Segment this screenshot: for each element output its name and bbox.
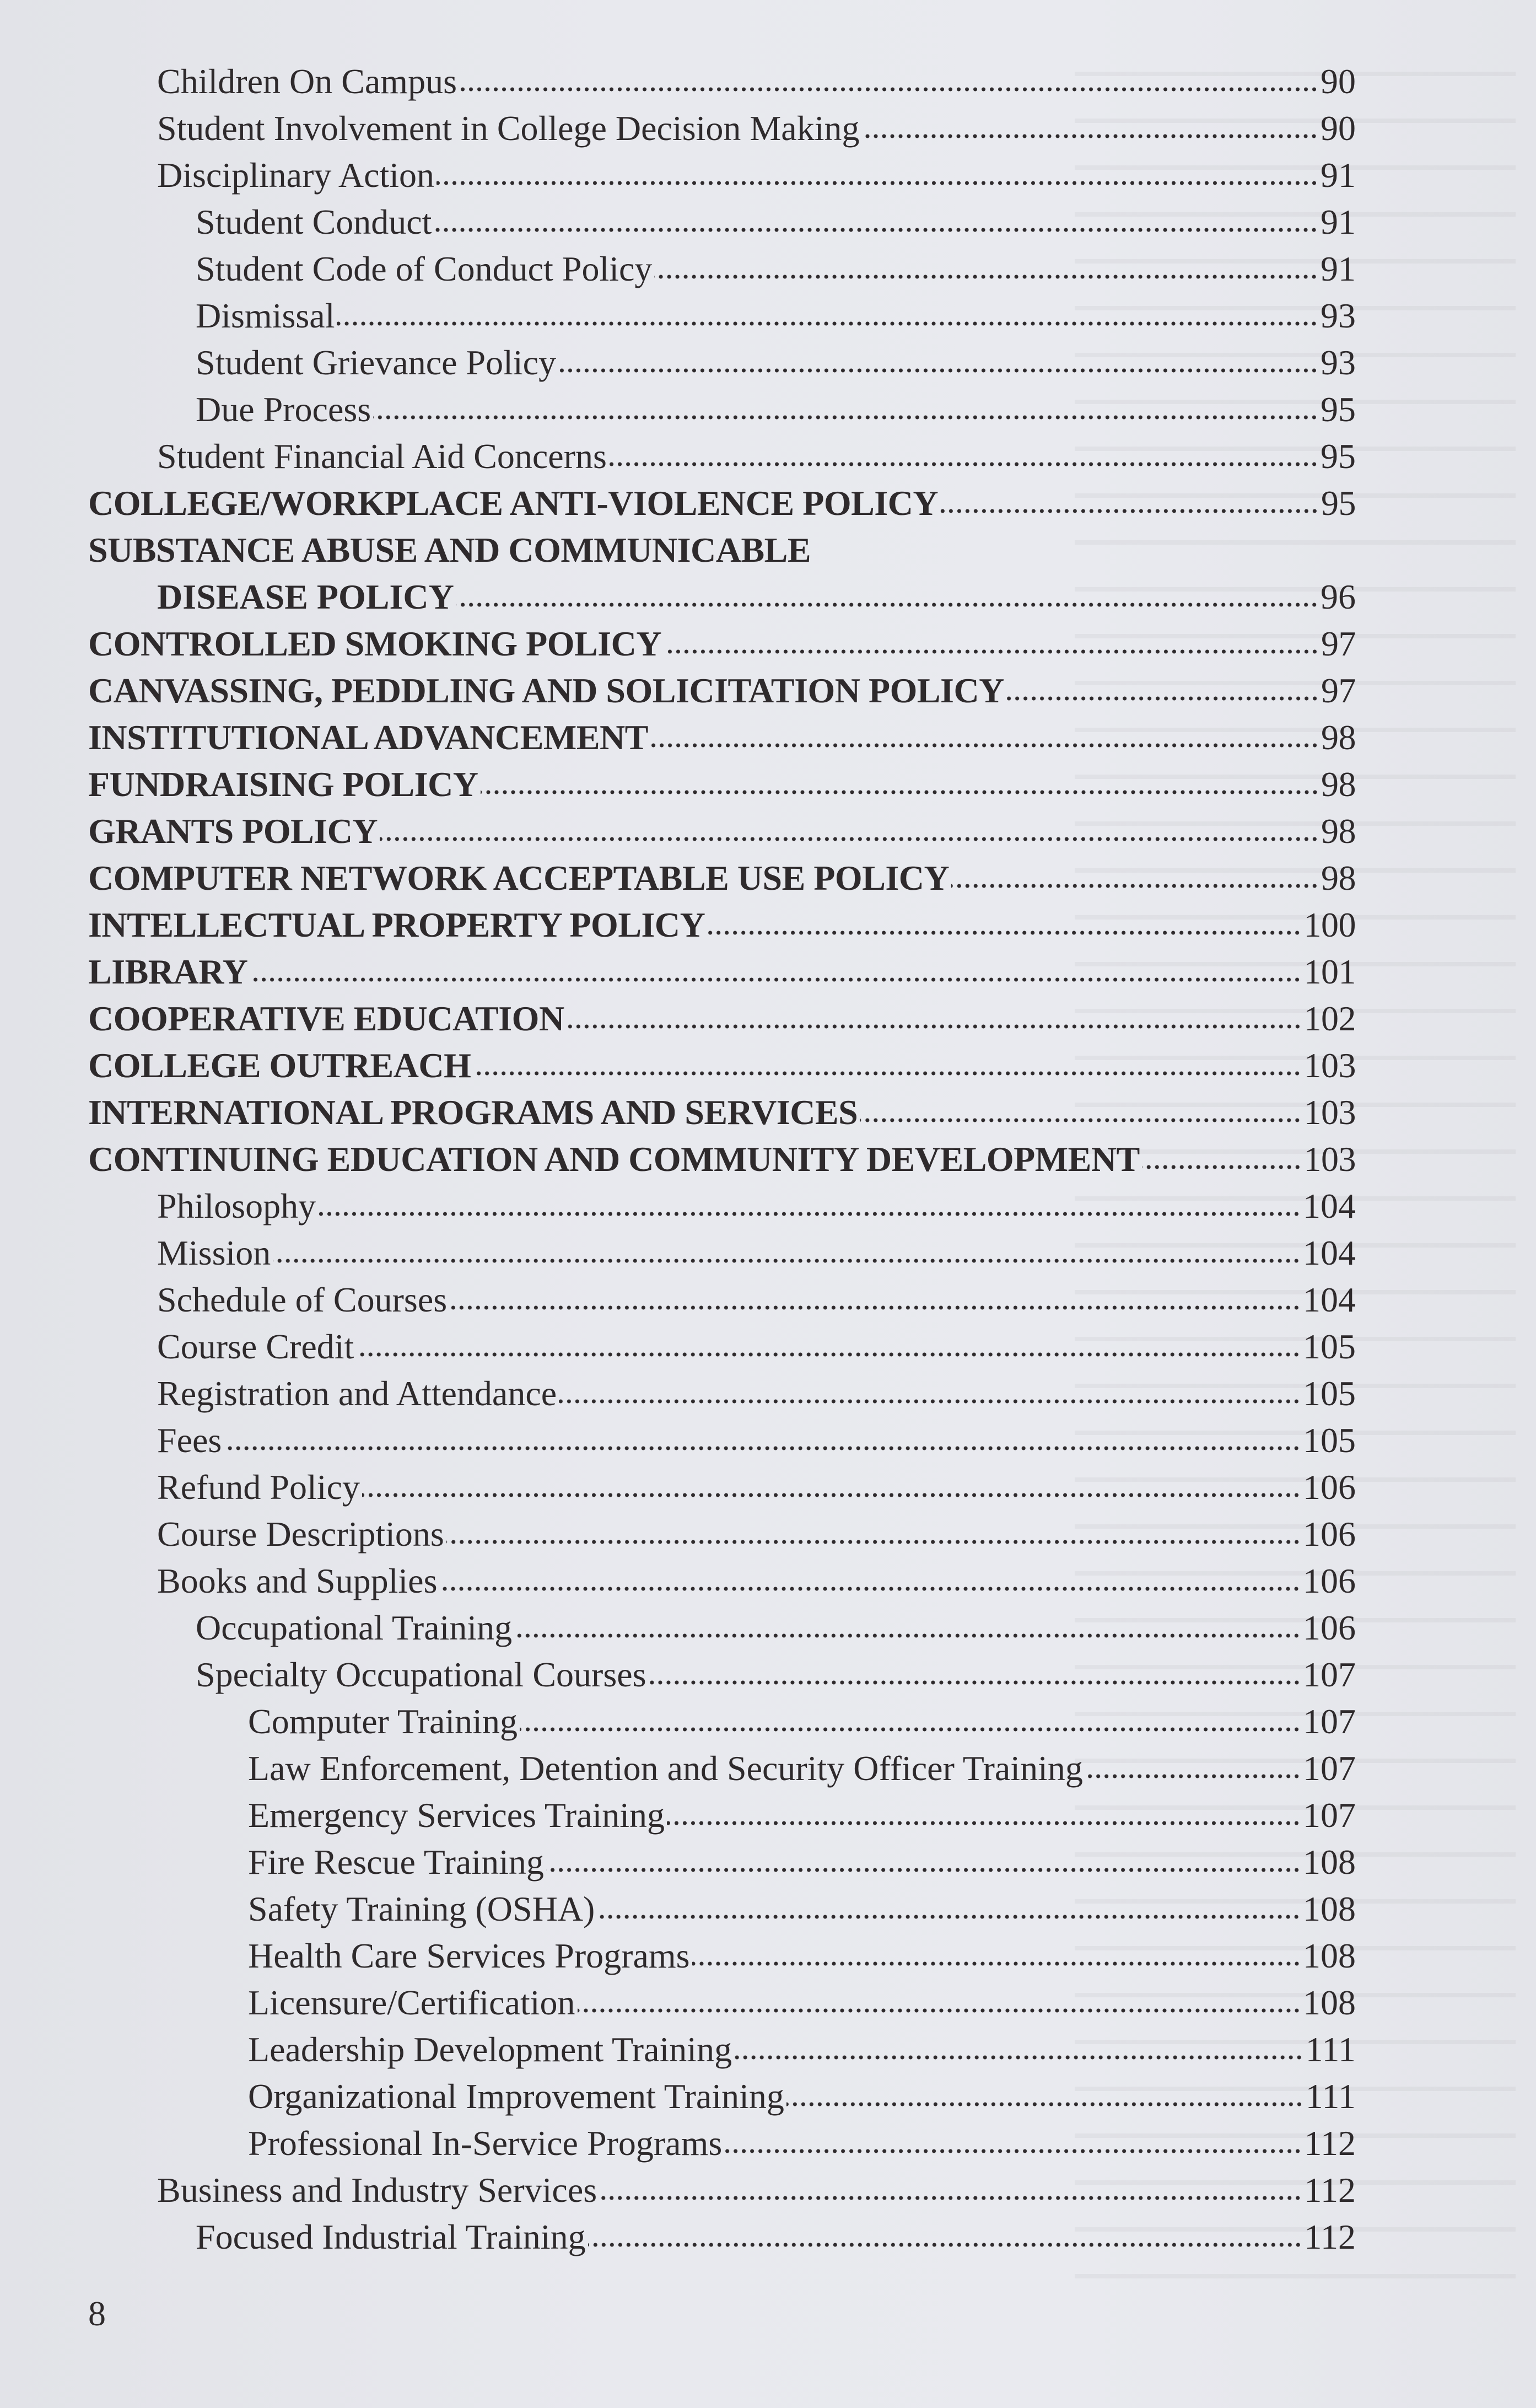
toc-entry-page: 91 bbox=[1321, 155, 1356, 195]
toc-entry bbox=[88, 714, 1356, 761]
toc-entry-page: 106 bbox=[1303, 1468, 1356, 1507]
dot-leader bbox=[692, 1961, 1301, 1966]
toc-entry-title: LIBRARY bbox=[88, 952, 248, 991]
toc-entry-page: 104 bbox=[1303, 1280, 1356, 1319]
toc-entry-page: 97 bbox=[1321, 671, 1356, 710]
toc-entry-title: Business and Industry Services bbox=[157, 2170, 597, 2210]
toc-entry bbox=[88, 995, 1356, 1042]
toc-entry bbox=[88, 1979, 1356, 2026]
toc-entry bbox=[88, 901, 1356, 948]
toc-entry bbox=[88, 1136, 1356, 1182]
toc-entry-page: 108 bbox=[1303, 1842, 1356, 1882]
toc-entry-page: 95 bbox=[1321, 437, 1356, 476]
toc-entry bbox=[88, 292, 1356, 339]
dot-leader bbox=[649, 1680, 1301, 1685]
toc-entry-page: 105 bbox=[1303, 1421, 1356, 1460]
toc-entry bbox=[88, 667, 1356, 714]
toc-entry-page: 98 bbox=[1321, 858, 1356, 897]
toc-entry bbox=[88, 2213, 1356, 2260]
toc-entry-page: 105 bbox=[1303, 1374, 1356, 1413]
dot-leader bbox=[558, 368, 1318, 373]
toc-entry bbox=[88, 1745, 1356, 1792]
toc-entry-page: 107 bbox=[1303, 1655, 1356, 1694]
toc-entry bbox=[88, 1557, 1356, 1604]
toc-entry-title: COLLEGE/WORKPLACE ANTI-VIOLENCE POLICY bbox=[88, 483, 939, 523]
dot-leader bbox=[654, 274, 1318, 280]
dot-leader bbox=[546, 1867, 1301, 1873]
toc-entry-page: 107 bbox=[1303, 1749, 1356, 1788]
dot-leader bbox=[1142, 1164, 1302, 1170]
toc-entry-title: Leadership Development Training bbox=[248, 2030, 732, 2069]
dot-leader bbox=[559, 1399, 1301, 1404]
toc-entry bbox=[88, 808, 1356, 854]
dot-leader bbox=[273, 1258, 1301, 1264]
toc-entry-page: 112 bbox=[1304, 2170, 1356, 2210]
toc-entry-page: 105 bbox=[1303, 1327, 1356, 1366]
toc-entry-page: 108 bbox=[1303, 1983, 1356, 2022]
dot-leader bbox=[599, 2195, 1302, 2201]
dot-leader bbox=[609, 461, 1318, 467]
toc-entry bbox=[88, 1792, 1356, 1839]
toc-entry-title: DISEASE POLICY bbox=[157, 577, 454, 616]
toc-entry bbox=[88, 1885, 1356, 1932]
dot-leader bbox=[436, 180, 1318, 186]
dot-leader bbox=[1006, 696, 1319, 701]
dot-leader bbox=[373, 415, 1318, 420]
toc-entry-title: COMPUTER NETWORK ACCEPTABLE USE POLICY bbox=[88, 858, 950, 897]
toc-entry-page: 106 bbox=[1303, 1514, 1356, 1554]
dot-leader bbox=[667, 1820, 1301, 1826]
toc-entry-page: 102 bbox=[1303, 999, 1356, 1038]
toc-entry-title: Schedule of Courses bbox=[157, 1280, 448, 1319]
toc-entry bbox=[88, 948, 1356, 995]
toc-entry-title: INTELLECTUAL PROPERTY POLICY bbox=[88, 905, 705, 944]
toc-entry-title: CONTINUING EDUCATION AND COMMUNITY DEVELOPMENT bbox=[88, 1140, 1140, 1179]
toc-entry-title: Refund Policy bbox=[157, 1468, 360, 1507]
dot-leader bbox=[456, 602, 1318, 608]
toc-entry bbox=[88, 2120, 1356, 2167]
toc-entry bbox=[88, 1932, 1356, 1979]
toc-entry bbox=[88, 1511, 1356, 1557]
toc-entry-page: 107 bbox=[1303, 1702, 1356, 1741]
toc-entry bbox=[88, 386, 1356, 433]
toc-entry-title: Fire Rescue Training bbox=[248, 1842, 544, 1882]
toc-entry-page: 108 bbox=[1303, 1936, 1356, 1975]
dot-leader bbox=[250, 977, 1301, 982]
toc-entry-title: CONTROLLED SMOKING POLICY bbox=[88, 624, 662, 663]
dot-leader bbox=[1085, 1773, 1301, 1779]
toc-entry bbox=[88, 105, 1356, 152]
dot-leader bbox=[459, 87, 1318, 92]
toc-entry-title: GRANTS POLICY bbox=[88, 811, 378, 851]
toc-entry-title: Disciplinary Action bbox=[157, 155, 435, 195]
toc-entry-title: FUNDRAISING POLICY bbox=[88, 765, 478, 804]
toc-entry bbox=[88, 1323, 1356, 1370]
toc-entry-title: Safety Training (OSHA) bbox=[248, 1889, 595, 1928]
dot-leader bbox=[449, 1305, 1301, 1310]
toc-entry-page: 112 bbox=[1304, 2217, 1356, 2256]
toc-entry bbox=[88, 480, 1356, 526]
toc-entry-title: Focused Industrial Training bbox=[196, 2217, 586, 2256]
toc-entry-title: Course Credit bbox=[157, 1327, 354, 1366]
toc-entry-page: 101 bbox=[1303, 952, 1356, 991]
toc-entry-title: INSTITUTIONAL ADVANCEMENT bbox=[88, 718, 648, 757]
toc-entry-title: Philosophy bbox=[157, 1186, 316, 1226]
dot-leader bbox=[318, 1211, 1301, 1217]
toc-entry bbox=[88, 1464, 1356, 1511]
toc-entry-page: 106 bbox=[1303, 1608, 1356, 1647]
toc-entry-title: Student Conduct bbox=[196, 202, 432, 241]
dot-leader bbox=[356, 1352, 1301, 1357]
toc-entry-page: 96 bbox=[1321, 577, 1356, 616]
toc-entry-title: COLLEGE OUTREACH bbox=[88, 1046, 471, 1085]
toc-entry-page: 93 bbox=[1321, 296, 1356, 335]
dot-leader bbox=[588, 2242, 1302, 2248]
toc-entry-title: Specialty Occupational Courses bbox=[196, 1655, 646, 1694]
toc-entry bbox=[88, 1417, 1356, 1464]
toc-entry bbox=[88, 1276, 1356, 1323]
toc-entry-title: Dismissal bbox=[196, 296, 335, 335]
dot-leader bbox=[520, 1727, 1301, 1732]
dot-leader bbox=[707, 930, 1301, 936]
dot-leader bbox=[951, 883, 1319, 889]
dot-leader bbox=[362, 1492, 1301, 1498]
toc-entry bbox=[88, 1604, 1356, 1651]
toc-entry-page: 104 bbox=[1303, 1186, 1356, 1226]
toc-entry-title: Law Enforcement, Detention and Security Officer Training bbox=[248, 1749, 1083, 1788]
table-of-contents bbox=[88, 58, 1356, 2260]
toc-entry-page: 98 bbox=[1321, 765, 1356, 804]
dot-leader bbox=[337, 321, 1318, 326]
toc-entry bbox=[88, 433, 1356, 480]
dot-leader bbox=[481, 789, 1319, 795]
dot-leader bbox=[434, 227, 1318, 233]
toc-entry-page: 107 bbox=[1303, 1796, 1356, 1835]
toc-entry-page: 106 bbox=[1303, 1561, 1356, 1600]
dot-leader bbox=[439, 1586, 1301, 1592]
toc-entry-title: Licensure/Certification bbox=[248, 1983, 575, 2022]
toc-entry-page: 90 bbox=[1321, 62, 1356, 101]
toc-entry bbox=[88, 1370, 1356, 1417]
toc-entry-title: Due Process bbox=[196, 390, 371, 429]
toc-entry bbox=[88, 1698, 1356, 1745]
toc-entry-page: 104 bbox=[1303, 1233, 1356, 1272]
toc-entry bbox=[88, 526, 1356, 573]
toc-entry-page: 103 bbox=[1303, 1093, 1356, 1132]
toc-entry-title: Children On Campus bbox=[157, 62, 457, 101]
dot-leader bbox=[724, 2148, 1302, 2154]
toc-entry bbox=[88, 2167, 1356, 2213]
toc-entry-page: 98 bbox=[1321, 718, 1356, 757]
toc-entry-title: Health Care Services Programs bbox=[248, 1936, 690, 1975]
toc-entry-page: 91 bbox=[1321, 202, 1356, 241]
toc-entry-title: Books and Supplies bbox=[157, 1561, 438, 1600]
toc-entry bbox=[88, 2073, 1356, 2120]
toc-entry bbox=[88, 1229, 1356, 1276]
toc-entry bbox=[88, 2026, 1356, 2073]
toc-entry bbox=[88, 854, 1356, 901]
toc-entry-page: 108 bbox=[1303, 1889, 1356, 1928]
toc-entry-page: 97 bbox=[1321, 624, 1356, 663]
dot-leader bbox=[664, 649, 1319, 654]
toc-entry bbox=[88, 761, 1356, 808]
dot-leader bbox=[786, 2101, 1303, 2107]
toc-entry-title: Mission bbox=[157, 1233, 271, 1272]
toc-entry bbox=[88, 152, 1356, 198]
toc-entry-title: Occupational Training bbox=[196, 1608, 513, 1647]
toc-entry-page: 98 bbox=[1321, 811, 1356, 851]
toc-entry bbox=[88, 1651, 1356, 1698]
toc-entry-title: Fees bbox=[157, 1421, 222, 1460]
toc-entry-title: SUBSTANCE ABUSE AND COMMUNICABLE bbox=[88, 530, 811, 569]
toc-entry-title: Student Financial Aid Concerns bbox=[157, 437, 607, 476]
toc-entry bbox=[88, 1089, 1356, 1136]
toc-entry-title: INTERNATIONAL PROGRAMS AND SERVICES bbox=[88, 1093, 858, 1132]
toc-entry-page: 103 bbox=[1303, 1140, 1356, 1179]
toc-entry-page: 95 bbox=[1321, 483, 1356, 523]
toc-entry bbox=[88, 1042, 1356, 1089]
dot-leader bbox=[446, 1539, 1301, 1545]
dot-leader bbox=[473, 1071, 1301, 1076]
toc-entry-title: Computer Training bbox=[248, 1702, 518, 1741]
dot-leader bbox=[567, 1024, 1302, 1029]
toc-entry-page: 103 bbox=[1303, 1046, 1356, 1085]
toc-entry bbox=[88, 339, 1356, 386]
toc-entry-page: 112 bbox=[1304, 2124, 1356, 2163]
dot-leader bbox=[578, 2008, 1301, 2013]
toc-entry-title: Emergency Services Training bbox=[248, 1796, 665, 1835]
toc-entry-title: Registration and Attendance bbox=[157, 1374, 557, 1413]
dot-leader bbox=[861, 133, 1318, 139]
toc-entry-title: Student Code of Conduct Policy bbox=[196, 249, 653, 288]
toc-entry-page: 100 bbox=[1303, 905, 1356, 944]
toc-entry bbox=[88, 1839, 1356, 1885]
toc-entry-page: 90 bbox=[1321, 109, 1356, 148]
toc-entry bbox=[88, 620, 1356, 667]
dot-leader bbox=[224, 1445, 1301, 1451]
toc-entry bbox=[88, 198, 1356, 245]
toc-entry-page: 111 bbox=[1305, 2077, 1356, 2116]
toc-entry-title: Professional In-Service Programs bbox=[248, 2124, 723, 2163]
page-number: 8 bbox=[88, 2294, 106, 2333]
dot-leader bbox=[940, 508, 1319, 514]
toc-entry-title: Student Grievance Policy bbox=[196, 343, 557, 382]
toc-entry-title: Student Involvement in College Decision Making bbox=[157, 109, 860, 148]
toc-entry-page: 91 bbox=[1321, 249, 1356, 288]
toc-entry-page: 93 bbox=[1321, 343, 1356, 382]
dot-leader bbox=[860, 1117, 1301, 1123]
toc-entry bbox=[88, 58, 1356, 105]
dot-leader bbox=[650, 743, 1319, 748]
toc-entry-title: Organizational Improvement Training bbox=[248, 2077, 784, 2116]
toc-entry-title: COOPERATIVE EDUCATION bbox=[88, 999, 564, 1038]
toc-entry-page: 111 bbox=[1305, 2030, 1356, 2069]
dot-leader bbox=[514, 1633, 1301, 1638]
dot-leader bbox=[380, 836, 1319, 842]
toc-entry bbox=[88, 245, 1356, 292]
toc-entry bbox=[88, 573, 1356, 620]
dot-leader bbox=[597, 1914, 1301, 1920]
toc-entry-page: 95 bbox=[1321, 390, 1356, 429]
dot-leader bbox=[734, 2055, 1303, 2060]
toc-entry-title: Course Descriptions bbox=[157, 1514, 444, 1554]
toc-entry bbox=[88, 1182, 1356, 1229]
toc-entry-title: CANVASSING, PEDDLING AND SOLICITATION POLICY bbox=[88, 671, 1004, 710]
